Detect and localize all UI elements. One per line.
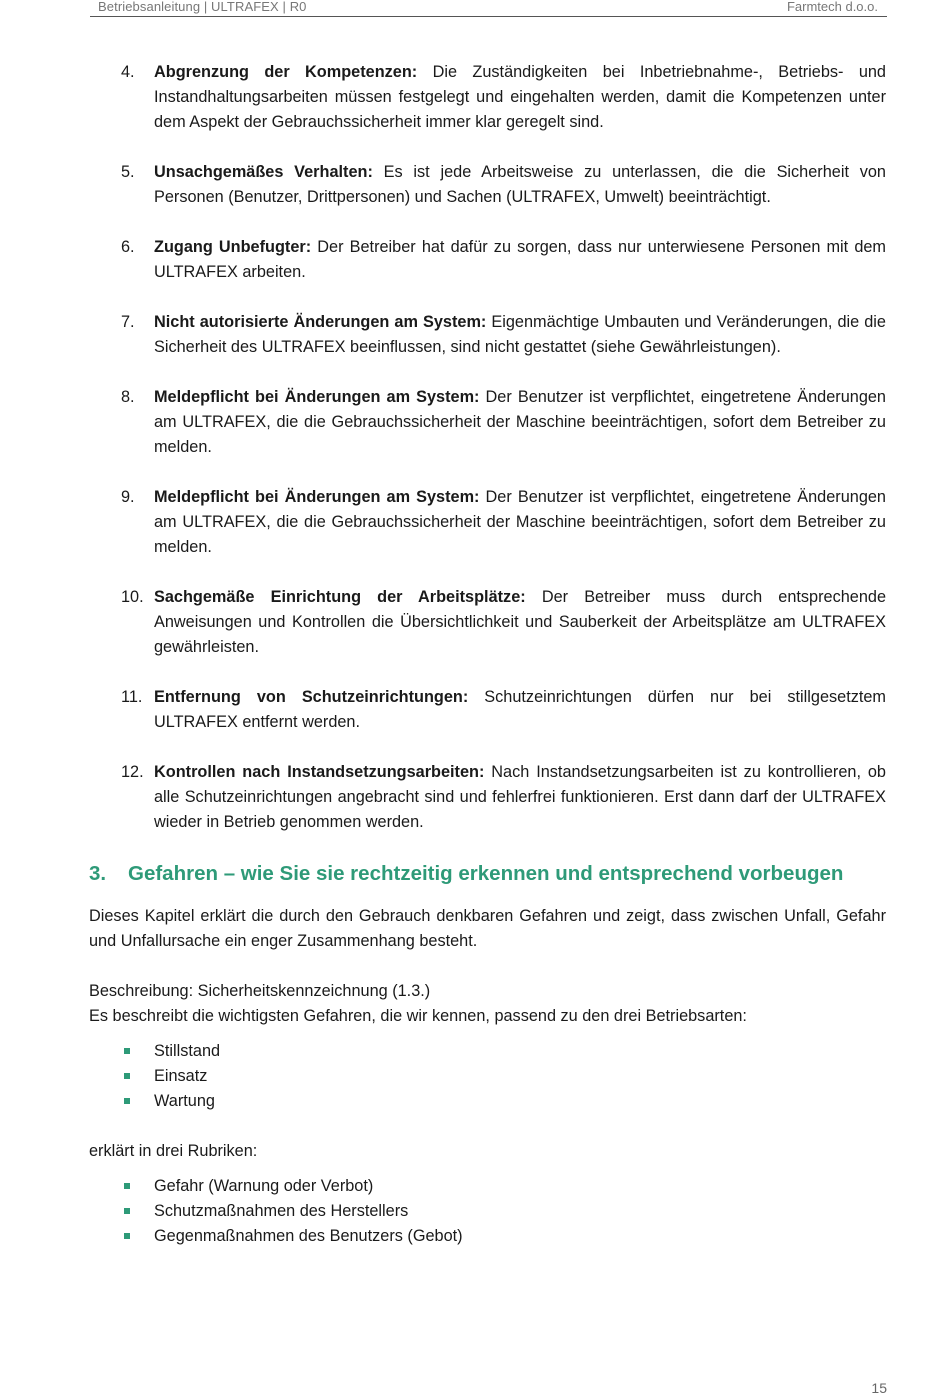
safety-rules-list <box>89 60 886 835</box>
rule-item <box>89 685 886 735</box>
list-item <box>89 1199 886 1224</box>
rule-number: 12. <box>121 763 144 781</box>
rule-text: Eigenmächtige Umbauten und Veränderungen, die die Sicherheit des ULTRAFEX beeinflussen, sind nicht gestattet (siehe Gewährleistungen). <box>154 313 886 356</box>
rule-item <box>89 385 886 460</box>
rule-text: Es ist jede Arbeitsweise zu unterlassen, die die Sicherheit von Personen (Benutzer, Drittpersonen) und Sachen (ULTRAFEX, Umwelt) beeinträchtigt. <box>154 163 886 206</box>
rule-text: Der Betreiber muss durch entsprechende Anweisungen und Kontrollen die Übersichtlichkeit und Sauberkeit der Arbeitsplätze am ULTRAFEX gewährleisten. <box>154 588 886 656</box>
rule-item <box>89 310 886 360</box>
bullet-square-icon <box>124 1073 130 1079</box>
bullet-square-icon <box>124 1233 130 1239</box>
rule-title: Meldepflicht bei Änderungen am System: <box>154 388 480 406</box>
rule-title: Kontrollen nach Instandsetzungsarbeiten: <box>154 763 485 781</box>
rule-text: Der Betreiber hat dafür zu sorgen, dass nur unterwiesene Personen mit dem ULTRAFEX arbeiten. <box>154 238 886 281</box>
rubriken-list <box>89 1174 886 1249</box>
header-company: Farmtech d.o.o. <box>786 0 878 14</box>
section-title: Gefahren – wie Sie sie rechtzeitig erkennen und entsprechend vorbeugen <box>128 862 844 885</box>
rule-title: Entfernung von Schutzeinrichtungen: <box>154 688 469 706</box>
list-item <box>89 1064 886 1089</box>
list-item-label: Wartung <box>154 1092 215 1110</box>
rule-item <box>89 160 886 210</box>
rule-number: 8. <box>121 388 135 406</box>
list-item-label: Gefahr (Warnung oder Verbot) <box>154 1177 374 1195</box>
rule-item <box>89 60 886 135</box>
list-item-label: Gegenmaßnahmen des Benutzers (Gebot) <box>154 1227 463 1245</box>
list-item-label: Einsatz <box>154 1067 208 1085</box>
list-item <box>89 1089 886 1114</box>
rule-title: Meldepflicht bei Änderungen am System: <box>154 488 480 506</box>
rule-title: Sachgemäße Einrichtung der Arbeitsplätze: <box>154 588 526 606</box>
section-number: 3. <box>89 862 107 885</box>
operating-modes-list <box>89 1039 886 1114</box>
rule-text: Schutzeinrichtungen dürfen nur bei stillgesetztem ULTRAFEX entfernt werden. <box>154 688 886 731</box>
bullet-square-icon <box>124 1048 130 1054</box>
rule-number: 7. <box>121 313 135 331</box>
rubriken-label: erklärt in drei Rubriken: <box>89 1142 258 1160</box>
rule-item <box>89 760 886 835</box>
rule-text: Die Zuständigkeiten bei Inbetriebnahme-, Betriebs- und Instandhaltungsarbeiten müssen festgelegt und eingehalten werden, damit die Kompetenzen unter dem Aspekt der Gebrauchssicherheit immer klar geregelt sind. <box>154 63 886 131</box>
page-header <box>90 0 887 17</box>
rule-number: 6. <box>121 238 135 256</box>
section-heading <box>89 860 886 888</box>
description-line: Beschreibung: Sicherheitskennzeichnung (1.3.) <box>89 982 431 1000</box>
rule-number: 9. <box>121 488 135 506</box>
bullet-square-icon <box>124 1183 130 1189</box>
section-description <box>89 979 886 1029</box>
header-document-title: Betriebsanleitung | ULTRAFEX | R0 <box>98 0 307 14</box>
page-number: 15 <box>871 1380 887 1396</box>
list-item-label: Schutzmaßnahmen des Herstellers <box>154 1202 409 1220</box>
list-item-label: Stillstand <box>154 1042 221 1060</box>
rule-title: Abgrenzung der Kompetenzen: <box>154 63 418 81</box>
bullet-square-icon <box>124 1098 130 1104</box>
rule-title: Zugang Unbefugter: <box>154 238 312 256</box>
rule-title: Nicht autorisierte Änderungen am System: <box>154 313 487 331</box>
rule-number: 11. <box>121 688 143 706</box>
bullet-square-icon <box>124 1208 130 1214</box>
description-line: Es beschreibt die wichtigsten Gefahren, die wir kennen, passend zu den drei Betriebsarten: <box>89 1007 747 1025</box>
list-item <box>89 1039 886 1064</box>
rule-item <box>89 485 886 560</box>
section-intro: Dieses Kapitel erklärt die durch den Gebrauch denkbaren Gefahren und zeigt, dass zwischen Unfall, Gefahr und Unfallursache ein enger Zusammenhang besteht. <box>89 907 886 950</box>
rule-number: 5. <box>121 163 135 181</box>
rule-title: Unsachgemäßes Verhalten: <box>154 163 373 181</box>
rule-text: Nach Instandsetzungsarbeiten ist zu kontrollieren, ob alle Schutzeinrichtungen angebracht sind und fehlerfrei funktionieren. Erst dann darf der ULTRAFEX wieder in Betrieb genommen werden. <box>154 763 886 831</box>
list-item <box>89 1174 886 1199</box>
rule-text: Der Benutzer ist verpflichtet, eingetretene Änderungen am ULTRAFEX, die die Gebrauchssicherheit der Maschine beeinträchtigen, sofort dem Betreiber zu melden. <box>154 388 886 456</box>
rule-item <box>89 235 886 285</box>
rule-number: 10. <box>121 588 144 606</box>
rule-text: Der Benutzer ist verpflichtet, eingetretene Änderungen am ULTRAFEX, die die Gebrauchssicherheit der Maschine beeinträchtigen, sofort dem Betreiber zu melden. <box>154 488 886 556</box>
rule-item <box>89 585 886 660</box>
rule-number: 4. <box>121 63 135 81</box>
list-item <box>89 1224 886 1249</box>
page-content <box>89 60 886 1249</box>
